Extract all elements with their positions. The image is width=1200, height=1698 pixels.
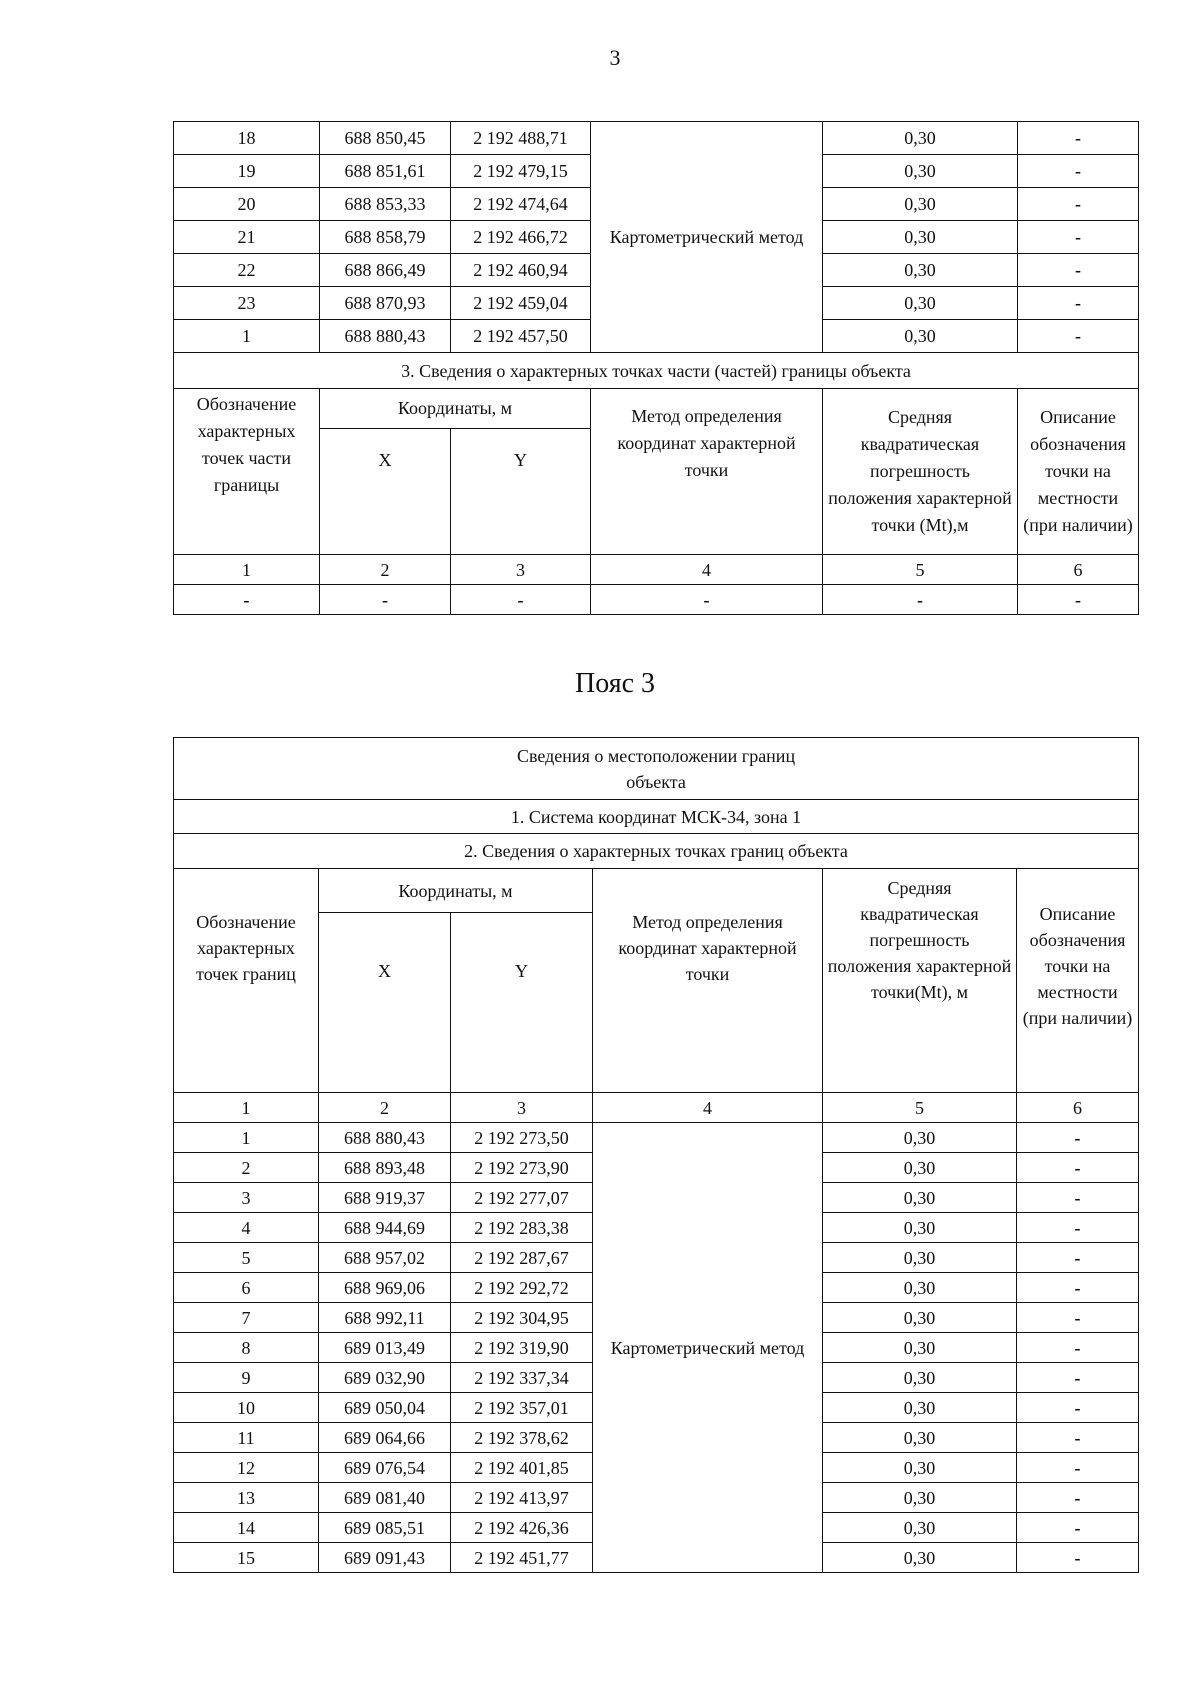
point-number: 15	[174, 1543, 319, 1573]
col-number: 3	[451, 1093, 593, 1123]
header-mt: Средняя квадратическая погрешность положения характерной точки(Mt), м	[823, 869, 1017, 1093]
point-number: 12	[174, 1453, 319, 1483]
col-number: 1	[174, 555, 320, 585]
coord-x: 689 064,66	[319, 1423, 451, 1453]
coord-x: 688 992,11	[319, 1303, 451, 1333]
col-number: 1	[174, 1093, 319, 1123]
point-number: 6	[174, 1273, 319, 1303]
coord-y: 2 192 459,04	[451, 287, 591, 320]
mean-square-error: 0,30	[823, 1453, 1017, 1483]
point-description: -	[1017, 1243, 1139, 1273]
coord-x: 688 944,69	[319, 1213, 451, 1243]
point-description: -	[1018, 287, 1139, 320]
header-y: Y	[451, 913, 593, 1093]
col-number: 2	[320, 555, 451, 585]
point-description: -	[1017, 1453, 1139, 1483]
mean-square-error: 0,30	[823, 287, 1018, 320]
empty-cell: -	[591, 585, 823, 615]
mean-square-error: 0,30	[823, 188, 1018, 221]
empty-cell: -	[451, 585, 591, 615]
mean-square-error: 0,30	[823, 221, 1018, 254]
table-boundary-location	[173, 737, 1139, 1573]
coord-y: 2 192 378,62	[451, 1423, 593, 1453]
mean-square-error: 0,30	[823, 1393, 1017, 1423]
coord-x: 688 957,02	[319, 1243, 451, 1273]
point-description: -	[1017, 1183, 1139, 1213]
mean-square-error: 0,30	[823, 1243, 1017, 1273]
col-number: 4	[593, 1093, 823, 1123]
coord-x: 688 851,61	[320, 155, 451, 188]
coord-y: 2 192 479,15	[451, 155, 591, 188]
mean-square-error: 0,30	[823, 1153, 1017, 1183]
point-description: -	[1018, 221, 1139, 254]
table2-head	[174, 738, 1139, 1123]
point-description: -	[1018, 254, 1139, 287]
point-description: -	[1017, 1153, 1139, 1183]
point-description: -	[1017, 1363, 1139, 1393]
col-number: 5	[823, 1093, 1017, 1123]
empty-cell: -	[174, 585, 320, 615]
header-x: X	[319, 913, 451, 1093]
coord-x: 689 032,90	[319, 1363, 451, 1393]
point-description: -	[1018, 320, 1139, 353]
point-number: 9	[174, 1363, 319, 1393]
point-number: 10	[174, 1393, 319, 1423]
coord-y: 2 192 466,72	[451, 221, 591, 254]
col-number: 5	[823, 555, 1018, 585]
mean-square-error: 0,30	[823, 1363, 1017, 1393]
mean-square-error: 0,30	[823, 1183, 1017, 1213]
empty-cell: -	[823, 585, 1018, 615]
coord-y: 2 192 304,95	[451, 1303, 593, 1333]
coord-x: 688 858,79	[320, 221, 451, 254]
coordinate-system: 1. Система координат МСК-34, зона 1	[174, 800, 1139, 834]
point-description: -	[1017, 1333, 1139, 1363]
table1-section3	[174, 353, 1139, 615]
coord-y: 2 192 287,67	[451, 1243, 593, 1273]
mean-square-error: 0,30	[823, 1273, 1017, 1303]
mean-square-error: 0,30	[823, 1123, 1017, 1153]
header-method: Метод определения координат характерной точки	[591, 389, 823, 555]
method-cell: Картометрический метод	[593, 1123, 823, 1573]
mean-square-error: 0,30	[823, 320, 1018, 353]
point-description: -	[1017, 1393, 1139, 1423]
coord-x: 688 880,43	[320, 320, 451, 353]
point-number: 4	[174, 1213, 319, 1243]
col-number: 3	[451, 555, 591, 585]
header-y: Y	[451, 429, 591, 555]
table2-title	[174, 738, 1139, 800]
coord-y: 2 192 292,72	[451, 1273, 593, 1303]
coord-y: 2 192 277,07	[451, 1183, 593, 1213]
coord-y: 2 192 357,01	[451, 1393, 593, 1423]
point-number: 18	[174, 122, 320, 155]
coord-y: 2 192 273,50	[451, 1123, 593, 1153]
header-designation: Обозначение характерных точек части границы	[174, 389, 320, 555]
col-number: 2	[319, 1093, 451, 1123]
page-number: 3	[609, 45, 621, 70]
header-description: Описание обозначения точки на местности (при наличии)	[1017, 869, 1139, 1093]
coord-x: 688 893,48	[319, 1153, 451, 1183]
header-designation: Обозначение характерных точек границ	[174, 869, 319, 1093]
table-boundary-points-continued	[173, 121, 1139, 615]
point-description: -	[1017, 1123, 1139, 1153]
table-row	[174, 1123, 1139, 1153]
mean-square-error: 0,30	[823, 1483, 1017, 1513]
section2-title: 2. Сведения о характерных точках границ объекта	[174, 834, 1139, 869]
coord-y: 2 192 337,34	[451, 1363, 593, 1393]
point-number: 19	[174, 155, 320, 188]
coord-x: 688 850,45	[320, 122, 451, 155]
col-number: 6	[1018, 555, 1139, 585]
header-description: Описание обозначения точки на местности (при наличии)	[1018, 389, 1139, 555]
point-number: 11	[174, 1423, 319, 1453]
table2-body	[174, 1123, 1139, 1573]
point-number: 1	[174, 1123, 319, 1153]
table-row	[174, 122, 1139, 155]
coord-x: 689 076,54	[319, 1453, 451, 1483]
point-description: -	[1017, 1513, 1139, 1543]
mean-square-error: 0,30	[823, 1333, 1017, 1363]
header-x: X	[320, 429, 451, 555]
coord-y: 2 192 460,94	[451, 254, 591, 287]
table1-body	[174, 122, 1139, 353]
point-description: -	[1018, 188, 1139, 221]
point-description: -	[1017, 1273, 1139, 1303]
section3-title: 3. Сведения о характерных точках части (частей) границы объекта	[174, 353, 1139, 389]
coord-y: 2 192 401,85	[451, 1453, 593, 1483]
empty-cell: -	[1018, 585, 1139, 615]
point-description: -	[1017, 1303, 1139, 1333]
point-number: 5	[174, 1243, 319, 1273]
mean-square-error: 0,30	[823, 254, 1018, 287]
header-method: Метод определения координат характерной точки	[593, 869, 823, 1093]
point-number: 20	[174, 188, 320, 221]
method-cell: Картометрический метод	[591, 122, 823, 353]
point-description: -	[1018, 155, 1139, 188]
coord-y: 2 192 319,90	[451, 1333, 593, 1363]
col-number: 6	[1017, 1093, 1139, 1123]
point-description: -	[1018, 122, 1139, 155]
coord-x: 688 866,49	[320, 254, 451, 287]
point-number: 2	[174, 1153, 319, 1183]
point-description: -	[1017, 1213, 1139, 1243]
coord-x: 689 081,40	[319, 1483, 451, 1513]
coord-y: 2 192 413,97	[451, 1483, 593, 1513]
point-number: 3	[174, 1183, 319, 1213]
coord-x: 688 919,37	[319, 1183, 451, 1213]
coord-x: 689 091,43	[319, 1543, 451, 1573]
coord-y: 2 192 474,64	[451, 188, 591, 221]
point-number: 1	[174, 320, 320, 353]
coord-x: 688 853,33	[320, 188, 451, 221]
point-number: 22	[174, 254, 320, 287]
point-number: 23	[174, 287, 320, 320]
coord-y: 2 192 283,38	[451, 1213, 593, 1243]
header-mt: Средняя квадратическая погрешность положения характерной точки (Mt),м	[823, 389, 1018, 555]
coord-y: 2 192 451,77	[451, 1543, 593, 1573]
point-description: -	[1017, 1483, 1139, 1513]
coord-x: 689 050,04	[319, 1393, 451, 1423]
mean-square-error: 0,30	[823, 1423, 1017, 1453]
coord-y: 2 192 457,50	[451, 320, 591, 353]
coord-x: 689 013,49	[319, 1333, 451, 1363]
mean-square-error: 0,30	[823, 1213, 1017, 1243]
mean-square-error: 0,30	[823, 1513, 1017, 1543]
coord-x: 689 085,51	[319, 1513, 451, 1543]
empty-cell: -	[320, 585, 451, 615]
point-number: 13	[174, 1483, 319, 1513]
coord-x: 688 870,93	[320, 287, 451, 320]
coord-x: 688 880,43	[319, 1123, 451, 1153]
col-number: 4	[591, 555, 823, 585]
point-number: 7	[174, 1303, 319, 1333]
point-number: 14	[174, 1513, 319, 1543]
table2-title-text: Сведения о местоположении границ объекта	[517, 745, 796, 792]
coord-x: 688 969,06	[319, 1273, 451, 1303]
point-description: -	[1017, 1543, 1139, 1573]
mean-square-error: 0,30	[823, 1543, 1017, 1573]
belt-title: Пояс 3	[575, 668, 655, 699]
mean-square-error: 0,30	[823, 1303, 1017, 1333]
point-description: -	[1017, 1423, 1139, 1453]
header-coords: Координаты, м	[320, 389, 591, 429]
coord-y: 2 192 273,90	[451, 1153, 593, 1183]
coord-y: 2 192 488,71	[451, 122, 591, 155]
coord-y: 2 192 426,36	[451, 1513, 593, 1543]
mean-square-error: 0,30	[823, 122, 1018, 155]
header-coords: Координаты, м	[319, 869, 593, 913]
point-number: 21	[174, 221, 320, 254]
point-number: 8	[174, 1333, 319, 1363]
mean-square-error: 0,30	[823, 155, 1018, 188]
